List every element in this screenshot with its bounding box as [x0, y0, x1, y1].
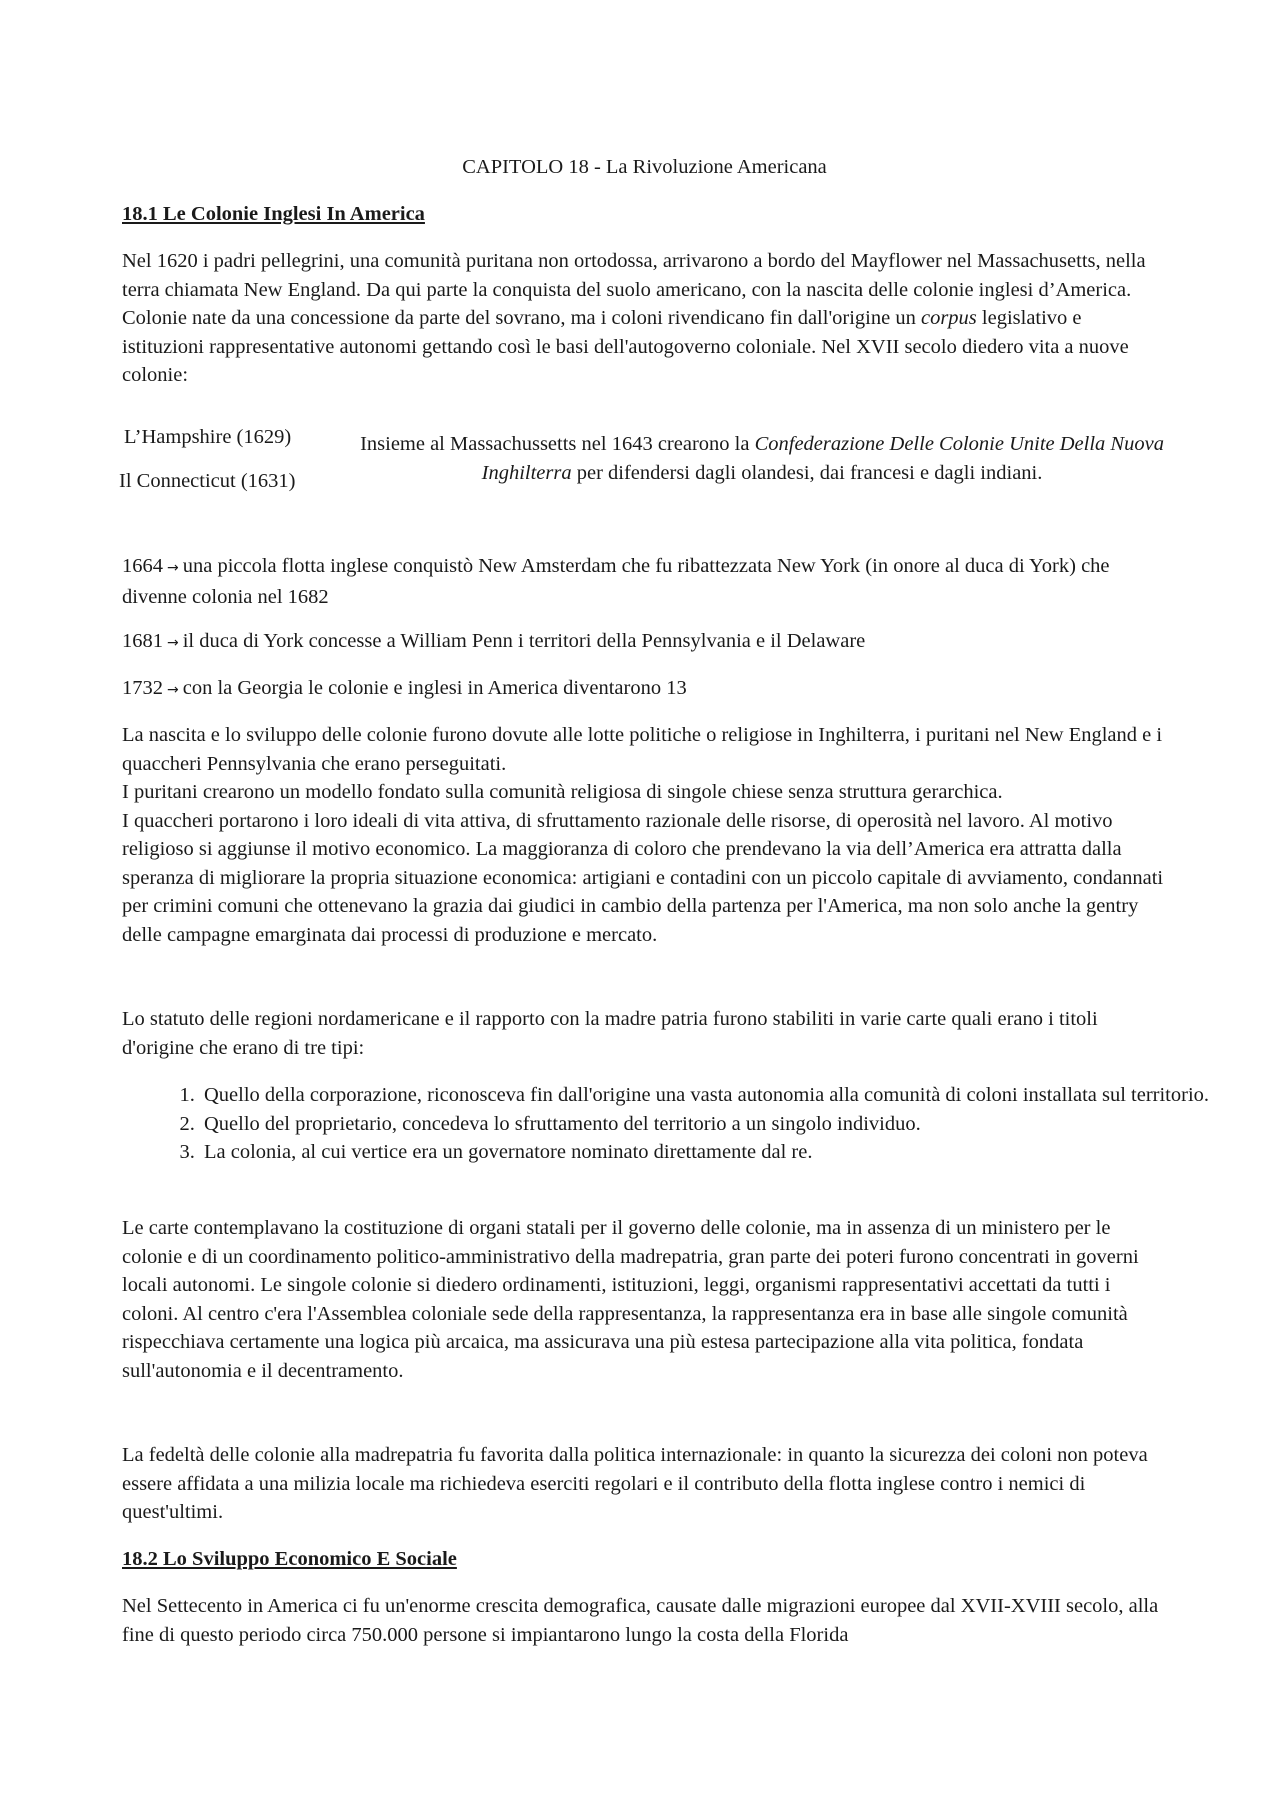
- intro-text-b: legislativo e istituzioni rappresentative autonomi gettando così le basi dell'autogoverno coloniale. Nel XVII secolo diedero vita a nuove colonie:: [122, 307, 1129, 386]
- list-item: 2. Quello del proprietario, concedeva lo sfruttamento del territorio a un singolo individuo.: [200, 1110, 1245, 1139]
- arrow-icon: →: [167, 635, 179, 651]
- list-item: 1. Quello della corporazione, riconosceva fin dall'origine una vasta autonomia alla comunità di coloni installata sul territorio.: [200, 1081, 1245, 1110]
- timeline-text: il duca di York concesse a William Penn i territori della Pennsylvania e il Delaware: [182, 630, 866, 652]
- paragraph-intro: [122, 247, 1167, 390]
- colony-hampshire: L’Hampshire (1629): [124, 426, 292, 448]
- paragraph-origins: [122, 721, 1167, 949]
- origins-text: La nascita e lo sviluppo delle colonie furono dovute alle lotte politiche o religiose in Inghilterra, i puritani nel New England e i quaccheri Pennsylvania che erano perseguitati.: [122, 724, 1163, 775]
- timeline-item: [122, 674, 1167, 705]
- colony-connecticut: Il Connecticut (1631): [119, 470, 296, 492]
- paragraph-statute: Lo statuto delle regioni nordamericane e il rapporto con la madre patria furono stabiliti in varie carte quali erano i titoli d'origine che erano di tre tipi:: [122, 1008, 1098, 1059]
- timeline-item: [122, 627, 1167, 658]
- arrow-icon: →: [167, 560, 179, 576]
- section-heading-1: 18.1 Le Colonie Inglesi In America: [122, 203, 425, 225]
- confed-text-b: per difendersi dagli olandesi, dai francesi e dagli indiani.: [571, 461, 1043, 484]
- intro-italic-term: corpus: [920, 307, 977, 329]
- intro-text-a: Nel 1620 i padri pellegrini, una comunità puritana non ortodossa, arrivarono a bordo del Mayflower nel Massachusetts, nella terra chiamata New England. Da qui parte la conquista del suolo americano, con la nascita delle colonie inglesi d’America. Colonie nate da una concessione da parte del sovrano, ma i coloni rivendicano fin dall'origine un: [122, 250, 1146, 329]
- paragraph-growth: Nel Settecento in America ci fu un'enorme crescita demografica, causate dalle migrazioni europee dal XVII-XVIII secolo, alla fine di questo periodo circa 750.000 persone si impiantarono lungo la costa della Florida: [122, 1595, 1159, 1646]
- paragraph-loyalty: La fedeltà delle colonie alla madrepatria fu favorita dalla politica internazionale: in quanto la sicurezza dei coloni non poteva essere affidata a una milizia locale ma richiedeva eserciti regolari e il contributo della flotta inglese contro i nemici di quest'ultimi.: [122, 1444, 1148, 1523]
- arrow-icon: →: [167, 682, 179, 698]
- timeline-year: 1681: [122, 630, 163, 652]
- charter-types-list: [122, 1081, 1245, 1167]
- timeline-text: una piccola flotta inglese conquistò New Amsterdam che fu ribattezzata New York (in onore al duca di York) che divenne colonia nel 1682: [122, 555, 1110, 608]
- timeline-text: con la Georgia le colonie e inglesi in America diventarono 13: [182, 677, 687, 699]
- timeline-item: [122, 552, 1167, 611]
- puritans-text: I puritani crearono un modello fondato sulla comunità religiosa di singole chiese senza struttura gerarchica.: [122, 781, 1003, 803]
- paragraph-charters: Le carte contemplavano la costituzione di organi statali per il governo delle colonie, ma in assenza di un ministero per le colonie e di un coordinamento politico-amministrativo della madrepatria, gran parte dei poteri furono concentrati in governi locali autonomi. Le singole colonie si diedero ordinamenti, istituzioni, leggi, organismi rappresentativi accettati da tutti i coloni. Al centro c'era l'Assemblea coloniale sede della rappresentanza, la rappresentanza era in base alle singole comunità rispecchiava certamente una logica più arcaica, ma assicurava una più estesa partecipazione alla vita politica, fondata sull'autonomia e il decentramento.: [122, 1217, 1139, 1382]
- list-item: 3. La colonia, al cui vertice era un governatore nominato direttamente dal re.: [200, 1138, 1245, 1167]
- confed-text-a: Insieme al Massachussetts nel 1643 crearono la: [360, 433, 755, 455]
- confed-italic-name: Confederazione Delle Colonie Unite Della Nuova Inghilterra: [481, 433, 1164, 484]
- confederation-note: [347, 430, 1177, 487]
- timeline-year: 1664: [122, 555, 163, 577]
- timeline-year: 1732: [122, 677, 163, 699]
- page-title: CAPITOLO 18 - La Rivoluzione Americana: [462, 156, 827, 178]
- section-heading-2: 18.2 Lo Sviluppo Economico E Sociale: [122, 1548, 457, 1570]
- quakers-text: I quaccheri portarono i loro ideali di vita attiva, di sfruttamento razionale delle risorse, di operosità nel lavoro. Al motivo religioso si aggiunse il motivo economico. La maggioranza di coloro che prendevano la via dell’America era attratta dalla speranza di migliorare la propria situazione economica: artigiani e contadini con un piccolo capitale di avviamento, condannati per crimini comuni che ottenevano la grazia dai giudici in cambio della partenza per l'America, ma non solo anche la gentry delle campagne emarginata dai processi di produzione e mercato.: [122, 809, 1164, 946]
